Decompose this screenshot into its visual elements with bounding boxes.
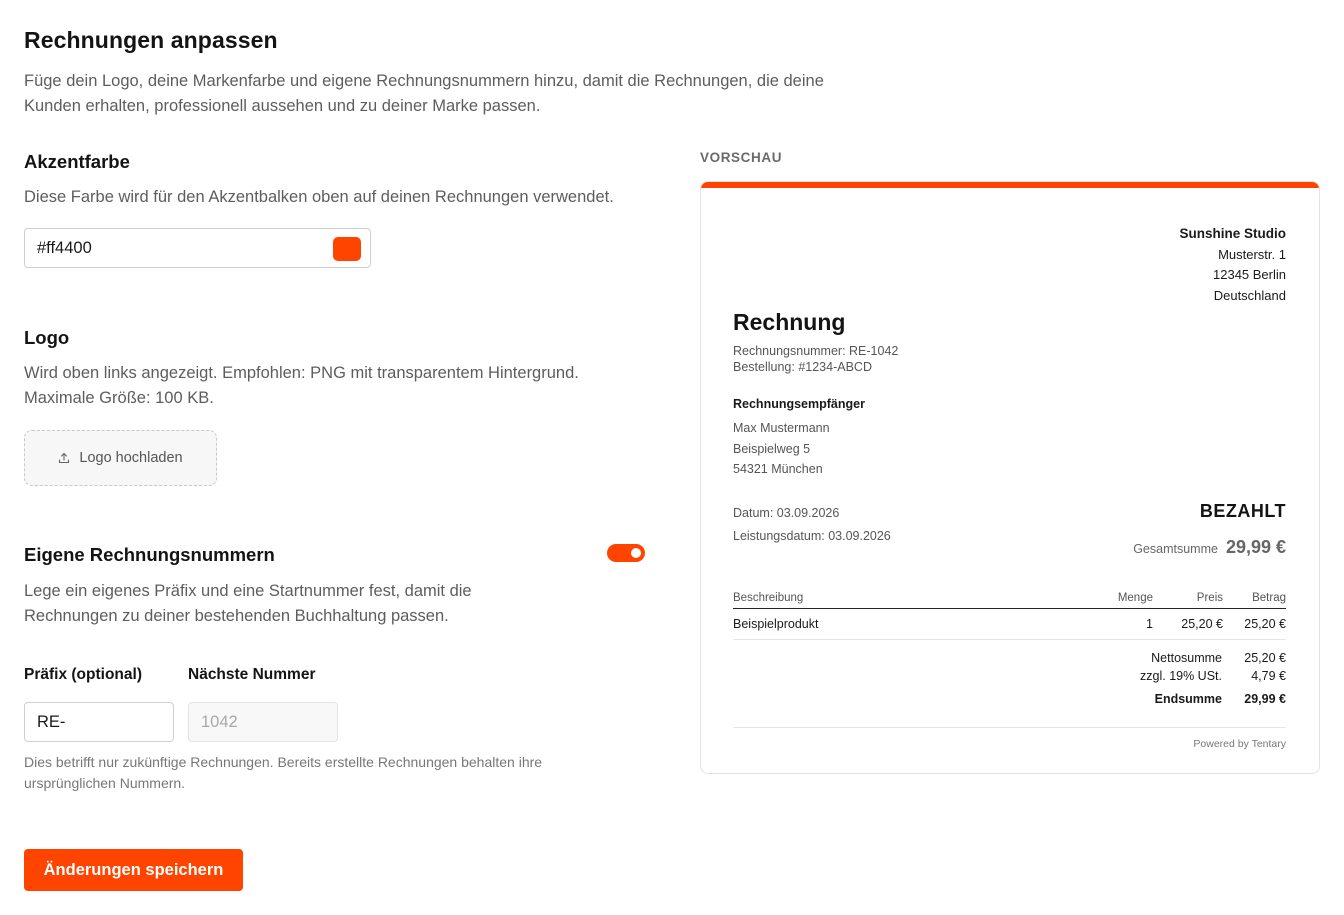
table-header	[733, 587, 1286, 609]
seller-country: Deutschland	[1213, 287, 1286, 303]
accent-color-value[interactable]: #ff4400	[37, 239, 92, 257]
header-amount: Betrag	[1252, 591, 1286, 604]
page-description: Füge dein Logo, deine Markenfarbe und eigene Rechnungsnummern hinzu, damit die Rechnungen, die deine Kunden erhalten, professionell aussehen und zu deiner Marke passen.	[24, 72, 824, 115]
numbering-title: Eigene Rechnungsnummern	[24, 544, 275, 565]
total-label: Gesamtsumme	[1133, 542, 1218, 556]
invoice-dates	[733, 502, 891, 548]
header-description: Beschreibung	[733, 591, 804, 604]
accent-color-title: Akzentfarbe	[24, 151, 130, 172]
invoice-date: Datum: 03.09.2026	[733, 506, 840, 520]
row-description: Beispielprodukt	[733, 617, 819, 631]
invoice-title: Rechnung	[733, 309, 846, 335]
status-badge: BEZAHLT	[1199, 501, 1286, 521]
net-label: Nettosumme	[1151, 651, 1222, 665]
invoice-preview	[700, 181, 1320, 774]
service-date: Leistungsdatum: 03.09.2026	[733, 529, 891, 543]
header-quantity: Menge	[1117, 591, 1153, 604]
row-amount: 25,20 €	[1244, 617, 1286, 631]
row-price: 25,20 €	[1181, 617, 1223, 631]
seller-name: Sunshine Studio	[1179, 226, 1286, 241]
net-sum-row	[1140, 649, 1286, 667]
order-number: Bestellung: #1234-ABCD	[733, 360, 872, 374]
preview-label: VORSCHAU	[700, 150, 783, 165]
invoice-number: Rechnungsnummer: RE-1042	[733, 344, 899, 358]
toggle-knob	[631, 548, 641, 558]
row-quantity: 1	[1146, 617, 1153, 631]
invoice-accent-bar	[701, 182, 1319, 188]
recipient-name: Max Mustermann	[733, 421, 830, 435]
upload-icon	[58, 452, 70, 464]
numbering-toggle[interactable]	[607, 544, 645, 562]
numbering-help-text: Dies betrifft nur zukünftige Rechnungen. Bereits erstellte Rechnungen behalten ihre ursprünglichen Nummern.	[24, 754, 543, 791]
seller-street: Musterstr. 1	[1218, 246, 1286, 262]
grand-total-label: Endsumme	[1154, 692, 1222, 706]
logo-upload-button[interactable]	[24, 430, 217, 486]
prefix-label: Präfix (optional)	[24, 666, 142, 683]
next-number-input[interactable]: 1042	[188, 702, 338, 742]
logo-upload-label: Logo hochladen	[79, 450, 183, 466]
accent-color-input[interactable]	[24, 228, 371, 268]
tax-label: zzgl. 19% USt.	[1140, 669, 1222, 683]
page-title: Rechnungen anpassen	[24, 27, 278, 53]
seller-address	[1180, 224, 1287, 306]
logo-description-line1: Wird oben links angezeigt. Empfohlen: PNG mit transparentem Hintergrund.	[24, 364, 579, 382]
recipient-heading: Rechnungsempfänger	[733, 397, 865, 411]
footer-divider	[733, 727, 1286, 728]
net-value: 25,20 €	[1244, 651, 1286, 665]
total-summary	[1133, 537, 1286, 558]
line-items-table	[733, 587, 1286, 640]
recipient-address	[733, 418, 830, 480]
invoice-sums	[1140, 649, 1286, 708]
logo-title: Logo	[24, 327, 70, 348]
tax-row	[1140, 667, 1286, 685]
seller-city: 12345 Berlin	[1213, 267, 1286, 282]
powered-by: Powered by Tentary	[1193, 738, 1286, 750]
total-value: 29,99 €	[1225, 537, 1286, 557]
accent-color-swatch[interactable]	[333, 237, 361, 261]
table-row	[733, 609, 1286, 640]
recipient-street: Beispielweg 5	[733, 441, 811, 456]
header-price: Preis	[1196, 591, 1223, 604]
numbering-description: Lege ein eigenes Präfix und eine Startnummer fest, damit die Rechnungen zu deiner bestehenden Buchhaltung passen.	[24, 582, 472, 625]
tax-value: 4,79 €	[1251, 669, 1286, 683]
grand-total-row	[1140, 690, 1286, 708]
save-button[interactable]: Änderungen speichern	[24, 849, 243, 891]
recipient-city: 54321 München	[733, 462, 823, 476]
logo-description-line2: Maximale Größe: 100 KB.	[24, 389, 214, 407]
prefix-input[interactable]: RE-	[24, 702, 174, 742]
accent-color-description: Diese Farbe wird für den Akzentbalken oben auf deinen Rechnungen verwendet.	[24, 188, 614, 206]
invoice-meta	[733, 343, 898, 375]
next-number-label: Nächste Nummer	[188, 666, 316, 683]
grand-total-value: 29,99 €	[1244, 692, 1286, 706]
